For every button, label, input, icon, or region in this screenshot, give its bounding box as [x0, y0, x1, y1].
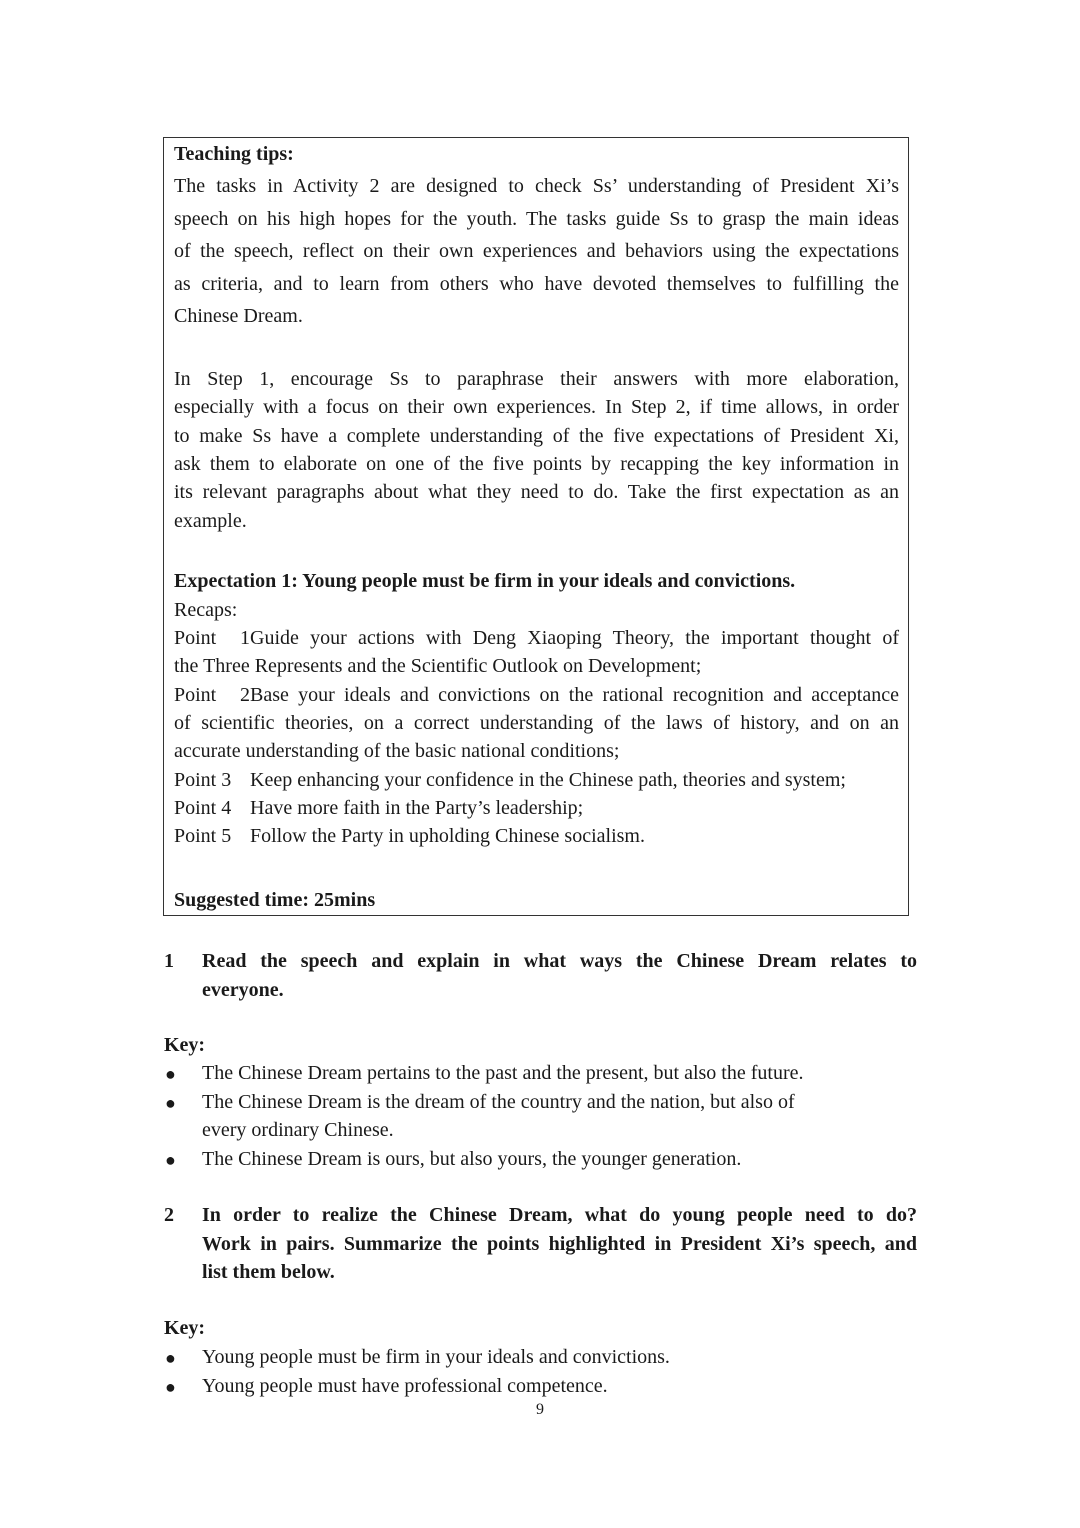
tips-para1-line: speech on his high hopes for the youth. The tasks guide Ss to grasp the main ideas [174, 208, 899, 230]
point-line: Point 3 Keep enhancing your confidence in the Chinese path, theories and system; [174, 769, 846, 791]
question-2-line: list them below. [202, 1261, 335, 1283]
bullet-icon: ● [165, 1377, 176, 1397]
expectation-heading: Expectation 1: Young people must be firm in your ideals and convictions. [174, 570, 796, 592]
key-label: Key: [164, 1317, 206, 1339]
teaching-tips-heading: Teaching tips: [174, 143, 294, 165]
recaps-label: Recaps: [174, 599, 238, 621]
point-label: Point 1 [174, 627, 250, 649]
point-line: Point 5 Follow the Party in upholding Chinese socialism. [174, 825, 645, 847]
question-1-number: 1 [164, 950, 174, 972]
tips-para2-line: especially with a focus on their own experiences. In Step 2, if time allows, in order [174, 396, 899, 418]
tips-para2-line: to make Ss have a complete understanding of the five expectations of President Xi, [174, 425, 899, 447]
question-2-line: In order to realize the Chinese Dream, what do young people need to do? [202, 1204, 917, 1226]
point-line: accurate understanding of the basic national conditions; [174, 740, 620, 762]
tips-para1-line: The tasks in Activity 2 are designed to check Ss’ understanding of President Xi’s [174, 175, 899, 197]
teaching-tips-box [163, 137, 909, 916]
question-2-number: 2 [164, 1204, 174, 1226]
key-item: Young people must be firm in your ideals and convictions. [202, 1346, 670, 1368]
point-line: the Three Represents and the Scientific Outlook on Development; [174, 655, 702, 677]
point-label: Point 4 [174, 797, 232, 819]
tips-para2-line: ask them to elaborate on one of the five points by recapping the key information in [174, 453, 899, 475]
question-1-line: everyone. [202, 979, 284, 1001]
tips-para2-line: its relevant paragraphs about what they need to do. Take the first expectation as an [174, 481, 899, 503]
key-item: The Chinese Dream is ours, but also yours, the younger generation. [202, 1148, 742, 1170]
bullet-icon: ● [165, 1150, 176, 1170]
page-number: 9 [536, 1401, 544, 1418]
key-item: The Chinese Dream is the dream of the country and the nation, but also of [202, 1091, 795, 1113]
bullet-icon: ● [165, 1064, 176, 1084]
point-label: Point 3 [174, 769, 232, 791]
point-line: Point 4 Have more faith in the Party’s leadership; [174, 797, 584, 819]
key-label: Key: [164, 1034, 206, 1056]
bullet-icon: ● [165, 1093, 176, 1113]
question-2-line: Work in pairs. Summarize the points highlighted in President Xi’s speech, and [202, 1233, 917, 1255]
tips-para1-line: of the speech, reflect on their own experiences and behaviors using the expectations [174, 240, 899, 262]
tips-para2-line: example. [174, 510, 247, 532]
tips-para1-line: Chinese Dream. [174, 305, 303, 327]
point-line: Point 2Base your ideals and convictions on the rational recognition and acceptance [174, 684, 899, 706]
bullet-icon: ● [165, 1348, 176, 1368]
key-item: every ordinary Chinese. [202, 1119, 394, 1141]
tips-para1-line: as criteria, and to learn from others who have devoted themselves to fulfilling the [174, 273, 899, 295]
tips-para2-line: In Step 1, encourage Ss to paraphrase their answers with more elaboration, [174, 368, 899, 390]
point-label: Point 2 [174, 684, 250, 706]
point-line: of scientific theories, on a correct understanding of the laws of history, and on an [174, 712, 899, 734]
point-line: Point 1Guide your actions with Deng Xiaoping Theory, the important thought of [174, 627, 899, 649]
point-label: Point 5 [174, 825, 232, 847]
key-item: The Chinese Dream pertains to the past and the present, but also the future. [202, 1062, 804, 1084]
suggested-time: Suggested time: 25mins [174, 889, 376, 911]
question-1-line: Read the speech and explain in what ways the Chinese Dream relates to [202, 950, 917, 972]
key-item: Young people must have professional competence. [202, 1375, 608, 1397]
